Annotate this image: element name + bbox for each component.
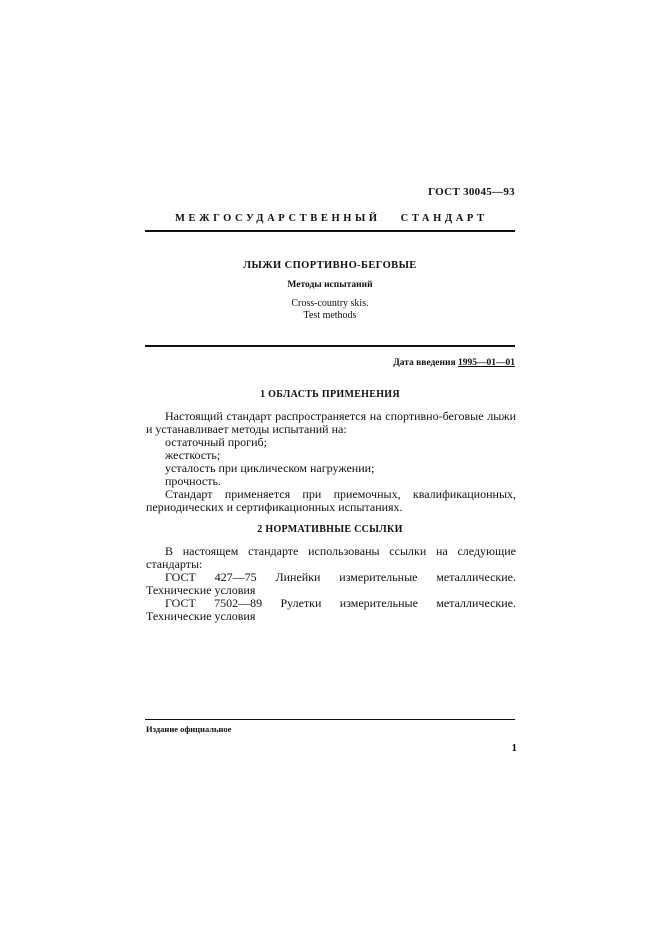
english-title-line2: Test methods xyxy=(303,310,357,321)
document-id: ГОСТ 30045—93 xyxy=(428,186,515,198)
top-divider xyxy=(145,230,515,232)
introduction-date-label: Дата введения xyxy=(393,358,456,368)
section-body-references xyxy=(146,545,516,623)
scope-list-item: жесткость; xyxy=(165,448,221,462)
section-body-scope xyxy=(146,410,516,514)
scope-application-paragraph: Стандарт применяется при приемочных, квалификационных, периодических и сертификационных испытаниях. xyxy=(146,487,516,514)
standard-type-part1: МЕЖГОСУДАРСТВЕННЫЙ xyxy=(175,213,381,224)
standard-type-part2: СТАНДАРТ xyxy=(400,213,488,224)
standard-type-heading xyxy=(175,213,495,224)
reference-item: ГОСТ 427—75 Линейки измерительные металлические. Технические условия xyxy=(146,570,516,597)
document-title: ЛЫЖИ СПОРТИВНО-БЕГОВЫЕ xyxy=(243,260,417,271)
page-number: 1 xyxy=(511,742,517,754)
scope-paragraph: Настоящий стандарт распространяется на спортивно-беговые лыжи и устанавливает методы испытаний на: xyxy=(146,409,516,436)
reference-item: ГОСТ 7502—89 Рулетки измерительные металлические. Технические условия xyxy=(146,596,516,623)
scope-list-item: прочность. xyxy=(165,474,221,488)
section-heading-references: 2 НОРМАТИВНЫЕ ССЫЛКИ xyxy=(257,524,403,535)
section-heading-scope: 1 ОБЛАСТЬ ПРИМЕНЕНИЯ xyxy=(260,389,400,400)
official-edition-note: Издание официальное xyxy=(146,724,232,734)
introduction-date-value: 1995—01—01 xyxy=(458,358,515,368)
introduction-date xyxy=(330,358,515,368)
document-subtitle: Методы испытаний xyxy=(287,280,373,290)
scope-list-item: остаточный прогиб; xyxy=(165,435,267,449)
bottom-divider xyxy=(145,345,515,347)
references-intro: В настоящем стандарте использованы ссылки на следующие стандарты: xyxy=(146,544,516,571)
english-title-line1: Cross-country skis. xyxy=(291,298,369,309)
footer-divider xyxy=(145,719,515,720)
english-title xyxy=(145,298,515,322)
scope-list-item: усталость при циклическом нагружении; xyxy=(165,461,375,475)
